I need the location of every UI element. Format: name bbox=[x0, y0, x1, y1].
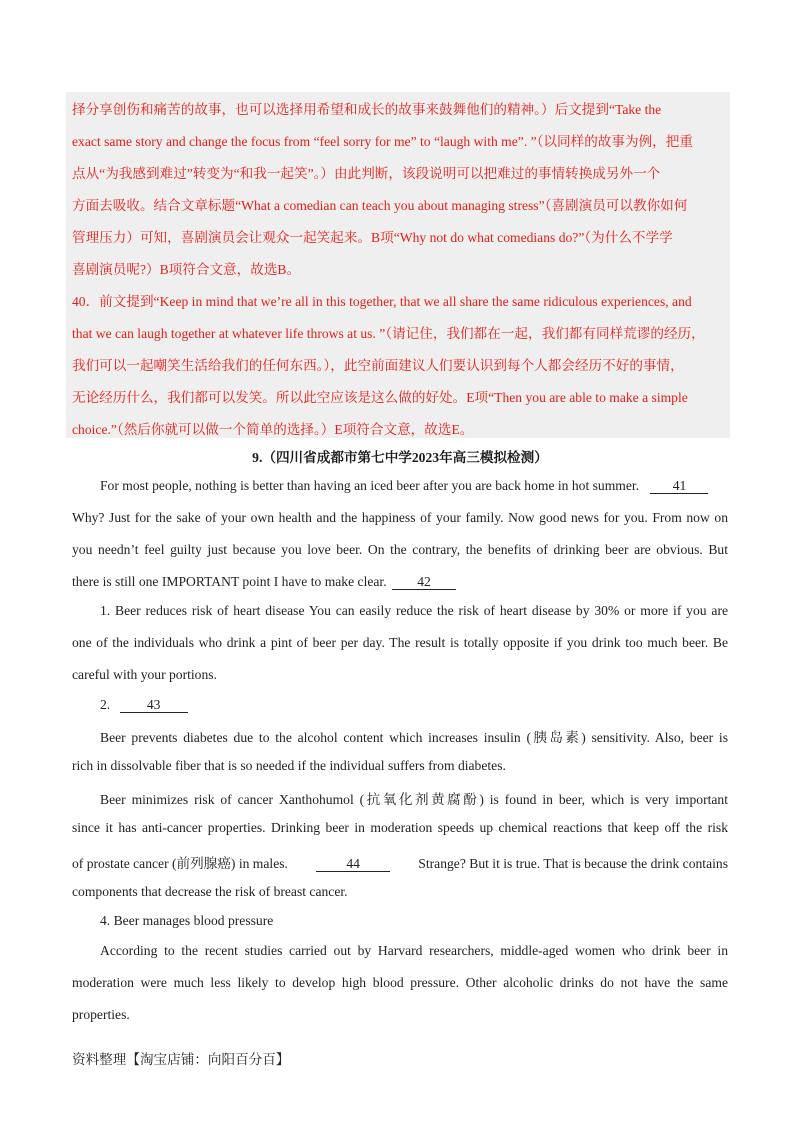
passage-line: 4. Beer manages blood pressure bbox=[100, 913, 274, 928]
section-title: 9.（四川省成都市第七中学2023年高三模拟检测） bbox=[252, 450, 548, 465]
passage-line: one of the individuals who drink a pint of beer per day. The result is totally opposite if you drink too much beer. Be bbox=[72, 635, 728, 650]
passage-line: According to the recent studies carried out by Harvard researchers, middle-aged women who drink beer in bbox=[100, 943, 728, 958]
explanation-line: 择分享创伤和痛苦的故事，也可以选择用希望和成长的故事来鼓舞他们的精神。）后文提到“Take the bbox=[72, 102, 662, 117]
explanation-line: 我们可以一起嘲笑生活给我们的任何东西。），此空前面建议人们要认识到每个人都会经历不好的事情， bbox=[72, 358, 684, 373]
explanation-line: that we can laugh together at whatever life throws at us. ”（请记住，我们都在一起，我们都有同样荒谬的经历， bbox=[72, 326, 705, 341]
explanation-line: choice.”（然后你就可以做一个简单的选择。）E项符合文意，故选E。 bbox=[72, 422, 474, 437]
answer-explanation-block bbox=[66, 92, 730, 438]
passage-line: properties. bbox=[72, 1007, 130, 1022]
passage-line: Why? Just for the sake of your own health and the happiness of your family. Now good news for you. From now on bbox=[72, 510, 728, 525]
passage-line: careful with your portions. bbox=[72, 667, 217, 682]
passage-line: components that decrease the risk of breast cancer. bbox=[72, 884, 348, 899]
blank-43[interactable]: 43 bbox=[120, 697, 188, 713]
blank-44[interactable]: 44 bbox=[316, 856, 390, 872]
explanation-line: 方面去吸收。结合文章标题“What a comedian can teach you about managing stress”（喜剧演员可以教你如何 bbox=[72, 198, 688, 213]
blank-42[interactable]: 42 bbox=[392, 574, 456, 590]
explanation-line: exact same story and change the focus from “feel sorry for me” to “laugh with me”. ”（以同样的故事为例，把重 bbox=[72, 134, 693, 149]
passage-line: For most people, nothing is better than having an iced beer after you are back home in hot summer. 41 bbox=[100, 478, 708, 494]
explanation-line: 管理压力）可知，喜剧演员会让观众一起笑起来。B项“Why not do what comedians do?”（为什么不学学 bbox=[72, 230, 673, 245]
passage-line: rich in dissolvable fiber that is so needed if the individual suffers from diabetes. bbox=[72, 758, 506, 773]
passage-line: since it has anti-cancer properties. Drinking beer in moderation speeds up chemical reactions that keep off the risk bbox=[72, 820, 728, 835]
passage-line: Beer minimizes risk of cancer Xanthohumol (抗氧化剂黄腐酚) is found in beer, which is very important bbox=[100, 792, 728, 807]
passage-line: Beer prevents diabetes due to the alcohol content which increases insulin (胰岛素) sensitivity. Also, beer is bbox=[100, 730, 728, 745]
explanation-line: 无论经历什么，我们都可以发笑。所以此空应该是这么做的好处。E项“Then you are able to make a simple bbox=[72, 390, 688, 405]
blank-41[interactable]: 41 bbox=[650, 478, 708, 494]
explanation-line: 点从“为我感到难过”转变为“和我一起笑”。）由此判断，该段说明可以把难过的事情转换成另外一个 bbox=[72, 166, 661, 181]
passage-line: 1. Beer reduces risk of heart disease You can easily reduce the risk of heart disease by 30% or more if you are bbox=[100, 603, 728, 618]
passage-line: there is still one IMPORTANT point I have to make clear. 42 bbox=[72, 574, 456, 590]
explanation-line: 40．前文提到“Keep in mind that we’re all in this together, that we all share the same ridiculous experiences, and bbox=[72, 294, 692, 309]
footer-note: 资料整理【淘宝店铺：向阳百分百】 bbox=[72, 1052, 290, 1067]
passage-line: you needn’t feel guilty just because you love beer. On the contrary, the benefits of drinking beer are obvious. But bbox=[72, 542, 728, 557]
explanation-line: 喜剧演员呢?）B项符合文意，故选B。 bbox=[72, 262, 301, 277]
passage-line: of prostate cancer (前列腺癌) in males. 44 Strange? But it is true. That is because the drink contains bbox=[72, 856, 728, 871]
passage-line: 2. 43 bbox=[100, 697, 188, 713]
passage-line: moderation were much less likely to develop high blood pressure. Other alcoholic drinks do not have the same bbox=[72, 975, 728, 990]
